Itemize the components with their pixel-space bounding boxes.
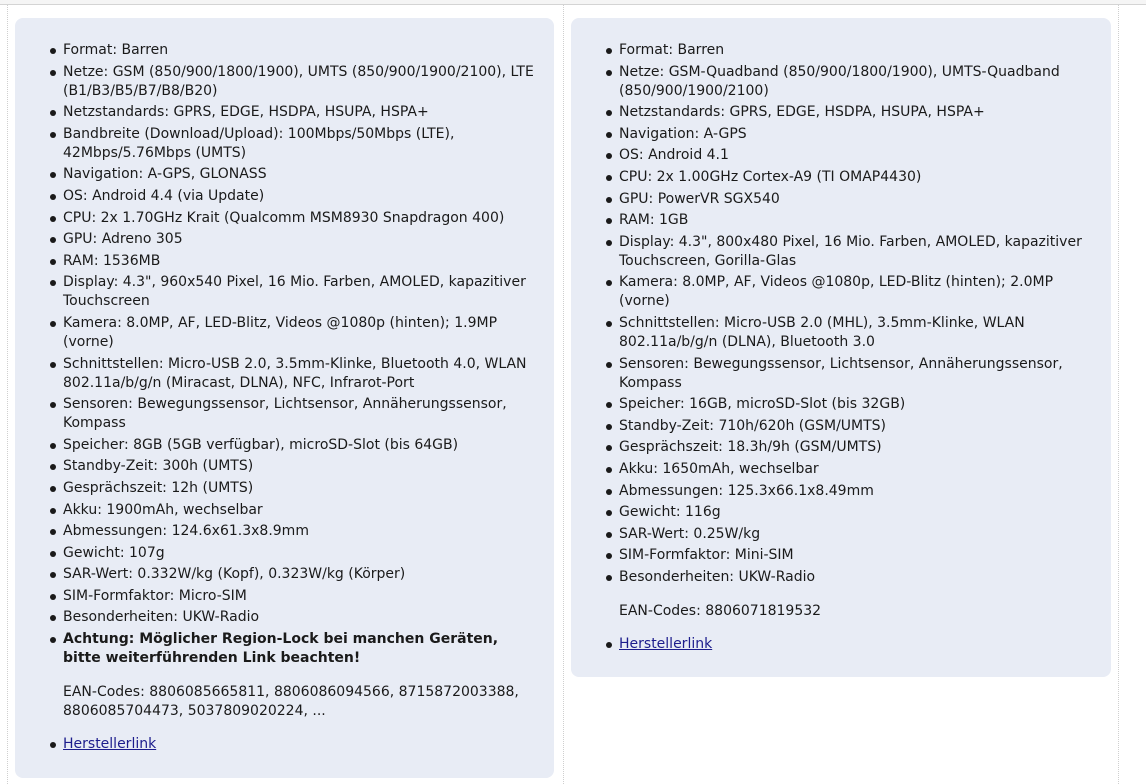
spec-item: Standby-Zeit: 710h/620h (GSM/UMTS) — [571, 417, 1111, 436]
spec-item: Kamera: 8.0MP, AF, Videos @1080p, LED-Blitz (hinten); 2.0MP (vorne) — [571, 273, 1111, 311]
spec-item: Akku: 1900mAh, wechselbar — [15, 501, 554, 520]
spec-item: Schnittstellen: Micro-USB 2.0, 3.5mm-Klinke, Bluetooth 4.0, WLAN 802.11a/b/g/n (Miracast, DLNA), NFC, Infrarot-Port — [15, 355, 554, 393]
spec-item: GPU: Adreno 305 — [15, 230, 554, 249]
manufacturer-link[interactable]: Herstellerlink — [63, 736, 157, 753]
spec-item: OS: Android 4.4 (via Update) — [15, 187, 554, 206]
spec-item: Abmessungen: 125.3x66.1x8.49mm — [571, 482, 1111, 501]
spec-item: Speicher: 8GB (5GB verfügbar), microSD-Slot (bis 64GB) — [15, 436, 554, 455]
spec-item: Gesprächszeit: 12h (UMTS) — [15, 479, 554, 498]
spec-item: GPU: PowerVR SGX540 — [571, 190, 1111, 209]
column-divider — [7, 5, 8, 784]
spec-item: Format: Barren — [571, 41, 1111, 60]
spec-item: Schnittstellen: Micro-USB 2.0 (MHL), 3.5mm-Klinke, WLAN 802.11a/b/g/n (DLNA), Bluetooth 3.0 — [571, 314, 1111, 352]
spec-item: Gewicht: 116g — [571, 503, 1111, 522]
spec-item: Display: 4.3", 800x480 Pixel, 16 Mio. Farben, AMOLED, kapazitiver Touchscreen, Gorilla-Glas — [571, 233, 1111, 271]
spec-item: Netze: GSM-Quadband (850/900/1800/1900), UMTS-Quadband (850/900/1900/2100) — [571, 63, 1111, 101]
spec-card-right — [571, 18, 1111, 677]
manufacturer-link[interactable]: Herstellerlink — [619, 635, 713, 652]
spec-list-right — [571, 41, 1111, 587]
spec-item: OS: Android 4.1 — [571, 146, 1111, 165]
column-divider — [1118, 5, 1119, 784]
link-item — [15, 735, 554, 754]
spec-item: Netzstandards: GPRS, EDGE, HSDPA, HSUPA, HSPA+ — [571, 103, 1111, 122]
spec-item: SAR-Wert: 0.25W/kg — [571, 525, 1111, 544]
spec-item: Standby-Zeit: 300h (UMTS) — [15, 457, 554, 476]
spec-item: SAR-Wert: 0.332W/kg (Kopf), 0.323W/kg (Körper) — [15, 565, 554, 584]
spec-item: Sensoren: Bewegungssensor, Lichtsensor, Annäherungssensor, Kompass — [15, 395, 554, 433]
spec-item: Bandbreite (Download/Upload): 100Mbps/50Mbps (LTE), 42Mbps/5.76Mbps (UMTS) — [15, 125, 554, 163]
spec-item: Akku: 1650mAh, wechselbar — [571, 460, 1111, 479]
spec-item: Format: Barren — [15, 41, 554, 60]
spec-item: Netzstandards: GPRS, EDGE, HSDPA, HSUPA, HSPA+ — [15, 103, 554, 122]
spec-item: CPU: 2x 1.70GHz Krait (Qualcomm MSM8930 Snapdragon 400) — [15, 209, 554, 228]
spec-item: Navigation: A-GPS, GLONASS — [15, 165, 554, 184]
spec-item: Netze: GSM (850/900/1800/1900), UMTS (850/900/1900/2100), LTE (B1/B3/B5/B7/B8/B20) — [15, 63, 554, 101]
ean-codes: EAN-Codes: 8806071819532 — [619, 602, 822, 619]
spec-item: Sensoren: Bewegungssensor, Lichtsensor, Annäherungssensor, Kompass — [571, 355, 1111, 393]
spec-item: Abmessungen: 124.6x61.3x8.9mm — [15, 522, 554, 541]
spec-item: Display: 4.3", 960x540 Pixel, 16 Mio. Farben, AMOLED, kapazitiver Touchscreen — [15, 273, 554, 311]
spec-item: SIM-Formfaktor: Micro-SIM — [15, 587, 554, 606]
column-divider — [563, 5, 564, 784]
spec-item: Speicher: 16GB, microSD-Slot (bis 32GB) — [571, 395, 1111, 414]
spec-item: RAM: 1536MB — [15, 252, 554, 271]
ean-codes: EAN-Codes: 8806085665811, 8806086094566, 8715872003388, 8806085704473, 5037809020224, ... — [63, 684, 519, 720]
spec-item: Kamera: 8.0MP, AF, LED-Blitz, Videos @1080p (hinten); 1.9MP (vorne) — [15, 314, 554, 352]
spec-item: RAM: 1GB — [571, 211, 1111, 230]
spec-item: CPU: 2x 1.00GHz Cortex-A9 (TI OMAP4430) — [571, 168, 1111, 187]
top-border — [0, 0, 1146, 5]
spec-item: SIM-Formfaktor: Mini-SIM — [571, 546, 1111, 565]
spec-item: Gewicht: 107g — [15, 544, 554, 563]
spec-card-left — [15, 18, 554, 778]
spec-item: Navigation: A-GPS — [571, 125, 1111, 144]
spec-item: Besonderheiten: UKW-Radio — [571, 568, 1111, 587]
region-lock-warning: Achtung: Möglicher Region-Lock bei manchen Geräten, bitte weiterführenden Link beachten! — [15, 630, 554, 668]
spec-item: Gesprächszeit: 18.3h/9h (GSM/UMTS) — [571, 438, 1111, 457]
spec-item: Besonderheiten: UKW-Radio — [15, 608, 554, 627]
spec-list-left — [15, 41, 554, 668]
link-item — [571, 635, 1111, 654]
